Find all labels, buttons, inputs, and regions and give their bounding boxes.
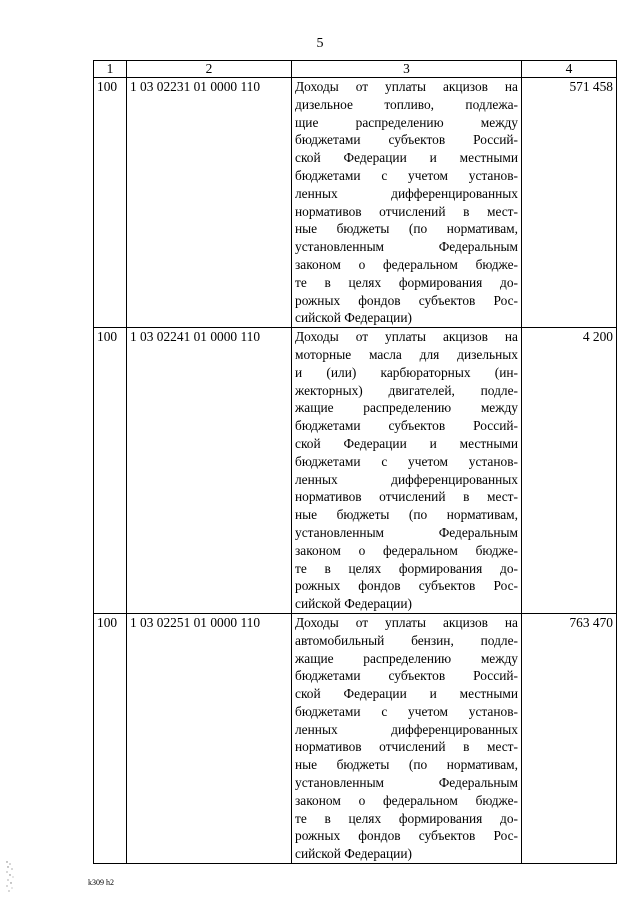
- description-line: автомобильный бензин, подле-: [295, 632, 518, 648]
- budget-classification-code-cell: 1 03 02251 01 0000 110: [127, 613, 292, 863]
- description-line: установленным Федеральным: [295, 524, 518, 540]
- revenue-description-cell: [292, 78, 522, 328]
- description-line: бюджетами с учетом установ-: [295, 167, 518, 183]
- revenue-description-cell: [292, 613, 522, 863]
- description-line: бюджетами субъектов Россий-: [295, 418, 518, 434]
- description-line: бюджетами с учетом установ-: [295, 453, 518, 469]
- description-line: рожных фондов субъектов Рос-: [295, 828, 518, 844]
- description-line: нормативов отчислений в мест-: [295, 203, 518, 219]
- description-line: Доходы от уплаты акцизов на: [295, 79, 518, 94]
- description-line: сийской Федерации): [295, 596, 412, 612]
- page-number: 5: [316, 36, 324, 51]
- description-line: моторные масла для дизельных: [295, 346, 518, 362]
- description-line: нормативов отчислений в мест-: [295, 489, 518, 505]
- description-line: сийской Федерации): [295, 310, 412, 326]
- description-line: ленных дифференцированных: [295, 721, 518, 737]
- column-header-3: 3: [292, 61, 522, 78]
- table-header-row: [94, 61, 617, 78]
- description-line: те в целях формирования до-: [295, 274, 518, 290]
- admin-code-cell: 100: [94, 328, 127, 614]
- description-line: бюджетами субъектов Россий-: [295, 668, 518, 684]
- description-line: бюджетами субъектов Россий-: [295, 132, 518, 148]
- budget-classification-code-cell: 1 03 02231 01 0000 110: [127, 78, 292, 328]
- table-row: [94, 78, 617, 328]
- description-line: жащие распределению между: [295, 650, 518, 666]
- description-line: те в целях формирования до-: [295, 560, 518, 576]
- column-header-1: 1: [94, 61, 127, 78]
- revenue-description-cell: [292, 328, 522, 614]
- description-line: ленных дифференцированных: [295, 185, 518, 201]
- description-line: рожных фондов субъектов Рос-: [295, 578, 518, 594]
- column-header-4: 4: [522, 61, 617, 78]
- description-line: щие распределению между: [295, 114, 518, 130]
- admin-code-cell: 100: [94, 78, 127, 328]
- description-line: установленным Федеральным: [295, 775, 518, 791]
- description-line: дизельное топливо, подлежа-: [295, 96, 518, 112]
- column-header-2: 2: [127, 61, 292, 78]
- description-line: ской Федерации и местными: [295, 150, 518, 166]
- admin-code-cell: 100: [94, 613, 127, 863]
- description-line: Доходы от уплаты акцизов на: [295, 329, 518, 345]
- description-line: установленным Федеральным: [295, 239, 518, 255]
- footer-document-code: k309 h2: [88, 878, 114, 887]
- amount-cell: 4 200: [522, 328, 617, 614]
- description-line: законом о федеральном бюдже-: [295, 256, 518, 272]
- table-row: [94, 613, 617, 863]
- description-line: бюджетами с учетом установ-: [295, 703, 518, 719]
- budget-revenue-table: [93, 60, 617, 864]
- budget-classification-code-cell: 1 03 02241 01 0000 110: [127, 328, 292, 614]
- description-line: нормативов отчислений в мест-: [295, 739, 518, 755]
- description-line: ской Федерации и местными: [295, 435, 518, 451]
- table-row: [94, 328, 617, 614]
- description-line: те в целях формирования до-: [295, 810, 518, 826]
- description-line: ные бюджеты (по нормативам,: [295, 757, 518, 773]
- description-line: законом о федеральном бюдже-: [295, 792, 518, 808]
- scan-margin-marks: [4, 858, 18, 898]
- table-body: [94, 78, 617, 864]
- description-line: сийской Федерации): [295, 846, 412, 862]
- description-line: ные бюджеты (по нормативам,: [295, 221, 518, 237]
- description-line: жекторных) двигателей, подле-: [295, 382, 518, 398]
- description-line: ленных дифференцированных: [295, 471, 518, 487]
- description-line: Доходы от уплаты акцизов на: [295, 614, 518, 630]
- description-line: жащие распределению между: [295, 400, 518, 416]
- description-line: ской Федерации и местными: [295, 686, 518, 702]
- description-line: законом о федеральном бюдже-: [295, 542, 518, 558]
- amount-cell: 763 470: [522, 613, 617, 863]
- description-line: рожных фондов субъектов Рос-: [295, 292, 518, 308]
- description-line: и (или) карбюраторных (ин-: [295, 364, 518, 380]
- description-line: ные бюджеты (по нормативам,: [295, 507, 518, 523]
- table-header: [94, 61, 617, 78]
- amount-cell: 571 458: [522, 78, 617, 328]
